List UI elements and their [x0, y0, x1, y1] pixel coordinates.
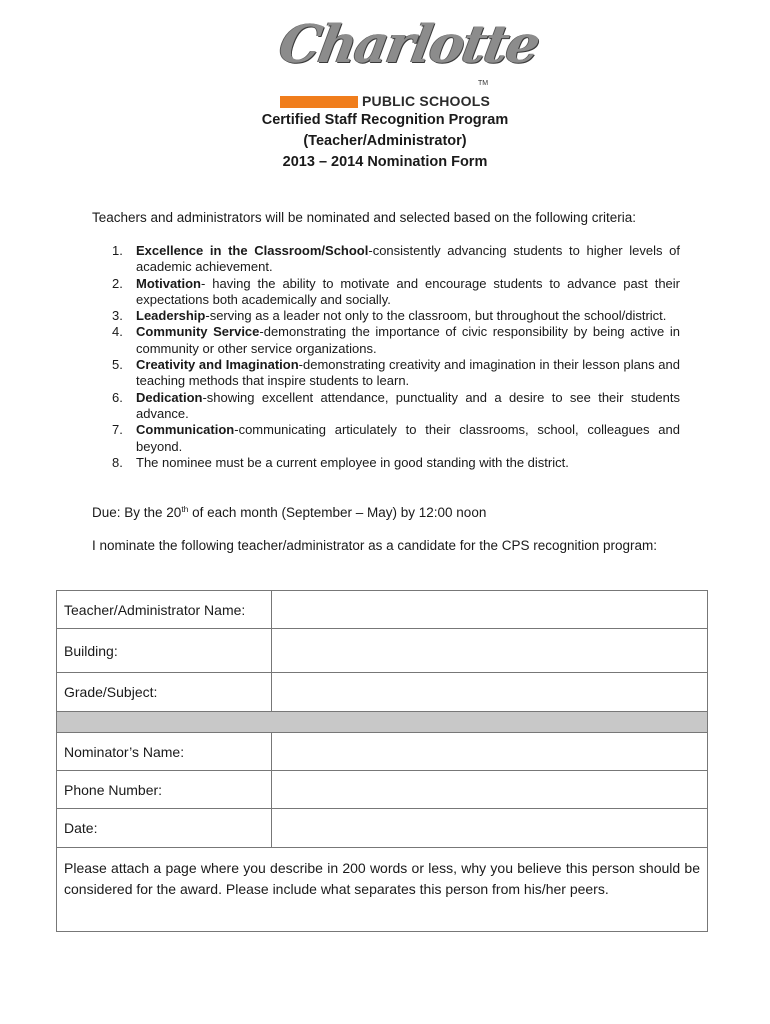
nominator-name-row [57, 733, 708, 771]
criteria-number: 6. [112, 389, 123, 405]
title-line-1: Certified Staff Recognition Program [261, 112, 509, 128]
grade-subject-label: Grade/Subject: [57, 673, 272, 712]
phone-number-field[interactable] [272, 771, 708, 809]
criteria-item [112, 324, 680, 357]
criteria-term: Communication [136, 422, 235, 438]
criteria-description: -serving as a leader not only to the classroom, but throughout the school/district. [205, 308, 667, 324]
nominator-name-label: Nominator’s Name: [57, 733, 272, 771]
due-superscript: th [181, 504, 189, 514]
criteria-item [112, 276, 680, 309]
title-line-3: 2013 – 2014 Nomination Form [282, 154, 488, 170]
shaded-divider-cell [57, 712, 708, 733]
criteria-list [112, 243, 680, 471]
criteria-item [112, 390, 680, 423]
teacher-name-field[interactable] [272, 591, 708, 629]
criteria-term: Dedication [136, 389, 203, 405]
title-line-2: (Teacher/Administrator) [303, 133, 467, 149]
logo-subtitle: PUBLIC SCHOOLS [362, 93, 491, 109]
nominator-name-field[interactable] [272, 733, 708, 771]
nominate-statement: I nominate the following teacher/administrator as a candidate for the CPS recognition program: [92, 538, 658, 553]
phone-number-label: Phone Number: [57, 771, 272, 809]
grade-subject-field[interactable] [272, 673, 708, 712]
date-label: Date: [57, 809, 272, 848]
logo-trademark: TM [478, 80, 489, 87]
criteria-term: Community Service [136, 324, 260, 340]
criteria-item [112, 243, 680, 276]
criteria-description: -showing excellent attendance, punctuality and a desire to see their students advance. [136, 389, 680, 421]
date-field[interactable] [272, 809, 708, 848]
attachment-note-row [57, 848, 708, 932]
form-title [0, 110, 770, 173]
building-field[interactable] [272, 629, 708, 673]
criteria-item [112, 422, 680, 455]
nomination-form-table [56, 590, 708, 932]
logo-script-text: Charlotte [274, 14, 544, 75]
building-label: Building: [57, 629, 272, 673]
date-row [57, 809, 708, 848]
attachment-note: Please attach a page where you describe in 200 words or less, why you believe this person should be considered for the award. Please include what separates this person from his/her peers. [57, 848, 708, 932]
due-suffix: of each month (September – May) by 12:00 noon [188, 505, 487, 520]
teacher-name-label: Teacher/Administrator Name: [57, 591, 272, 629]
criteria-term: Leadership [136, 308, 206, 324]
teacher-name-row [57, 591, 708, 629]
criteria-item [112, 455, 680, 471]
criteria-description: -consistently advancing students to higher levels of academic achievement. [136, 243, 681, 275]
criteria-item [112, 308, 680, 324]
criteria-description: -demonstrating creativity and imagination in their lesson plans and teaching methods that inspire students to learn. [136, 357, 680, 389]
criteria-item [112, 357, 680, 390]
criteria-number: 4. [112, 324, 123, 340]
criteria-term: Creativity and Imagination [136, 357, 299, 373]
shaded-divider-row [57, 712, 708, 733]
criteria-number: 8. [112, 454, 123, 470]
criteria-number: 7. [112, 422, 123, 438]
due-date-text [92, 505, 486, 520]
criteria-description: The nominee must be a current employee in good standing with the district. [136, 454, 569, 470]
building-row [57, 629, 708, 673]
due-prefix: Due: By the 20 [92, 505, 182, 520]
criteria-number: 5. [112, 357, 123, 373]
phone-number-row [57, 771, 708, 809]
criteria-number: 2. [112, 275, 123, 291]
criteria-number: 3. [112, 308, 123, 324]
criteria-description: -demonstrating the importance of civic responsibility by being active in community or other service organizations. [136, 324, 680, 356]
logo-orange-bar [280, 96, 358, 108]
charlotte-public-schools-logo [274, 14, 544, 110]
criteria-description: -communicating articulately to their classrooms, school, colleagues and beyond. [136, 422, 680, 454]
criteria-number: 1. [112, 243, 123, 258]
criteria-description: - having the ability to motivate and encourage students to advance past their expectations both academically and socially. [136, 275, 680, 307]
grade-subject-row [57, 673, 708, 712]
criteria-term: Motivation [136, 275, 201, 291]
intro-text: Teachers and administrators will be nominated and selected based on the following criteria: [92, 210, 637, 225]
criteria-term: Excellence in the Classroom/School [136, 243, 369, 258]
